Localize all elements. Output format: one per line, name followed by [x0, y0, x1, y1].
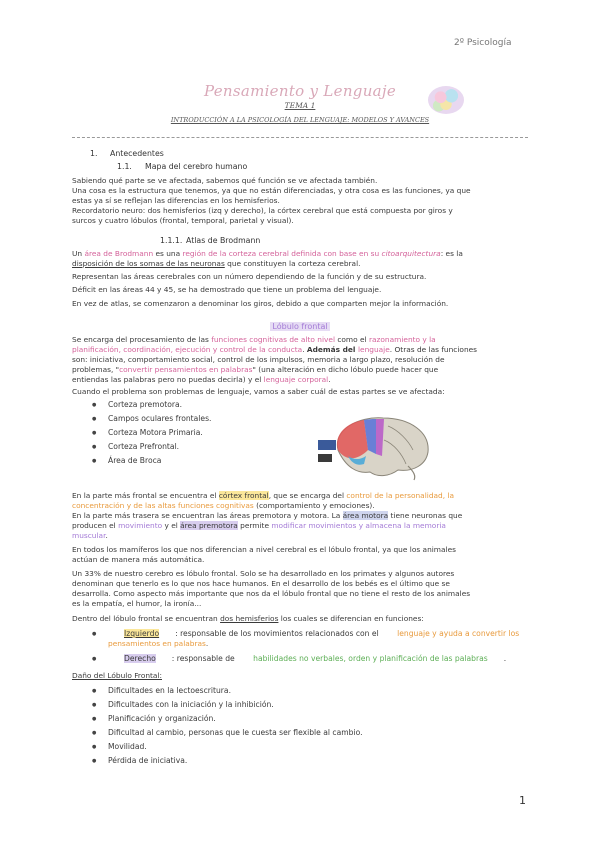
izquierdo-item-cont: pensamientos en palabras.: [108, 639, 209, 648]
brodmann-line-1: Un área de Brodmann es una región de la corteza cerebral definida con base en su citoarquitectura: es la: [72, 249, 463, 258]
frontal-line-6: Cuando el problema son problemas de lenguaje, vamos a saber cuál de estas partes se ve afectada:: [72, 387, 445, 396]
list-item: ● Pérdida de iniciativa.: [92, 756, 187, 765]
percent-line: Un 33% de nuestro cerebro es lóbulo frontal. Solo se ha desarrollado en los primates y algunos autores: [72, 569, 455, 578]
brodmann-line-4: Déficit en las áreas 44 y 45, se ha demostrado que tiene un problema del lenguaje.: [72, 285, 382, 294]
frontal-line-3: son: iniciativa, comportamiento social, control de los impulsos, memoria a largo plazo, resolución de: [72, 355, 445, 364]
hemis-line: Dentro del lóbulo frontal se encuentran dos hemisferios los cuales se diferencian en funciones:: [72, 614, 424, 623]
heading-antecedentes: 1. Antecedentes: [90, 149, 164, 158]
list-item: ● Dificultades con la iniciación y la inhibición.: [92, 700, 274, 709]
list-item: ● Movilidad.: [92, 742, 147, 751]
list-item: ● Corteza Motora Primaria.: [92, 428, 203, 437]
cortex-line-5: muscular.: [72, 531, 108, 540]
heading-mapa-cerebro: 1.1. Mapa del cerebro humano: [117, 162, 248, 171]
percent-line: desarrolla. Como aspecto más importante que nos da el lóbulo frontal que no tiene el resto de los animales: [72, 589, 471, 598]
frontal-line-2: planificación, coordinación, ejecución y control de la conducta. Además del lenguaje. Otras de las funciones: [72, 345, 478, 354]
frontal-line-1: Se encarga del procesamiento de las funciones cognitivas de alto nivel como el razonamiento y la: [72, 335, 436, 344]
tema-label: TEMA 1: [284, 101, 316, 110]
brodmann-line-3: Representan las áreas cerebrales con un número dependiendo de la función y de su estructura.: [72, 272, 427, 281]
paragraph-line: Recordatorio neuro: dos hemisferios (izq y derecho), la córtex cerebral que está compuesta por giros y: [72, 206, 453, 215]
brodmann-line-5: En vez de atlas, se comenzaron a denominar los giros, debido a que comparten mejor la información.: [72, 299, 449, 308]
mammals-line: En todos los mamíferos los que nos diferencian a nivel cerebral es el lóbulo frontal, ya que los animales: [72, 545, 456, 554]
list-item: ● Área de Broca: [92, 456, 161, 465]
percent-line: denominan que tenerlo es lo que nos hace humanos. En el desarrollo de los bebés es el último que se: [72, 579, 450, 588]
percent-line: es la empatía, el humor, la ironía...: [72, 599, 202, 608]
izquierdo-item: ● Izquierdo : responsable de los movimientos relacionados con el lenguaje y ayuda a convertir los: [92, 629, 519, 638]
frontal-line-5: entiendas las palabras pero no puedas decirla) y el lenguaje corporal.: [72, 375, 331, 384]
paragraph-line: Una cosa es la estructura que tenemos, ya que no están diferenciadas, y otra cosa es las funciones, ya que: [72, 186, 471, 195]
divider: [72, 137, 528, 138]
list-item: ● Dificultades en la lectoescritura.: [92, 686, 231, 695]
cortex-line-1: En la parte más frontal se encuentra el córtex frontal, que se encarga del control de la personalidad, la: [72, 491, 455, 500]
lobulo-frontal-heading: Lóbulo frontal: [272, 322, 328, 331]
course-label: 2º Psicología: [454, 38, 512, 48]
list-item: ● Planificación y organización.: [92, 714, 216, 723]
list-item: ● Campos oculares frontales.: [92, 414, 211, 423]
paragraph-line: surcos y cuatro lóbulos (frontal, temporal, parietal y visual).: [72, 216, 294, 225]
brodmann-line-2: disposición de los somas de las neuronas que constituyen la corteza cerebral.: [72, 259, 361, 268]
frontal-line-4: problemas, "convertir pensamientos en palabras" (una alteración en dicho lóbulo puede hacer que: [72, 365, 439, 374]
list-item: ● Corteza premotora.: [92, 400, 182, 409]
mammals-line: actúan de manera más automática.: [72, 555, 205, 564]
brain-diagram: [318, 410, 438, 482]
document-title: Pensamiento y Lenguaje: [203, 82, 397, 100]
cortex-line-4: producen el movimiento y el área premotora permite modificar movimientos y almacena la memoria: [72, 521, 446, 530]
paragraph-line: estas ya sí se reflejan las diferencias en los hemisferios.: [72, 196, 280, 205]
page-number: 1: [519, 794, 526, 807]
cortex-line-2: concentración y de las altas funciones cognitivas (comportamiento y emociones).: [72, 501, 375, 510]
list-item: ● Dificultad al cambio, personas que le cuesta ser flexible al cambio.: [92, 728, 363, 737]
paragraph-line: Sabiendo qué parte se ve afectada, sabemos qué función se ve afectada también.: [72, 176, 378, 185]
derecho-item: ● Derecho : responsable de habilidades no verbales, orden y planificación de las palabras .: [92, 654, 506, 663]
document-subtitle: INTRODUCCIÓN A LA PSICOLOGÍA DEL LENGUAJE: MODELOS Y AVANCES: [170, 116, 430, 124]
list-item: ● Corteza Prefrontal.: [92, 442, 179, 451]
dano-heading: Daño del Lóbulo Frontal:: [72, 671, 162, 680]
cortex-line-3: En la parte más trasera se encuentran las áreas premotora y motora. La área motora tiene neuronas que: [72, 511, 463, 520]
heading-atlas-brodmann: 1.1.1. Atlas de Brodmann: [160, 236, 261, 245]
